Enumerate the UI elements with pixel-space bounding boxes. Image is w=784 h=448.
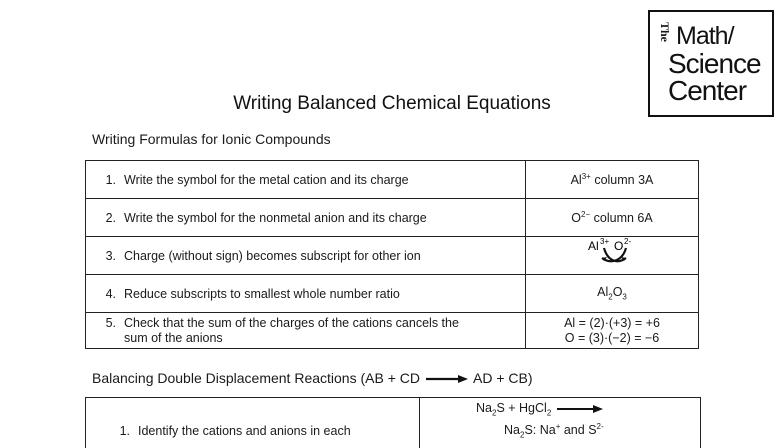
svg-text:O: O xyxy=(614,239,624,253)
example-cell: $Al^{3+}$ column 3A xyxy=(526,161,699,199)
example-text: O = (3)·(−2) = −6 xyxy=(564,330,660,345)
logo-science-text: Science xyxy=(668,48,761,79)
step-row xyxy=(108,424,351,438)
table-row xyxy=(86,275,699,313)
svg-text:Al: Al xyxy=(588,239,599,253)
step-number: 2. xyxy=(105,210,116,225)
step-text: Charge (without sign) becomes subscript for other ion xyxy=(124,248,421,263)
step-text: Reduce subscripts to smallest whole number ratio xyxy=(124,286,400,301)
step-number: 1. xyxy=(119,424,130,438)
table-row xyxy=(86,161,699,199)
page-title: Writing Balanced Chemical Equations xyxy=(233,93,551,114)
step-text: Identify the cations and anions in each xyxy=(138,424,351,438)
reaction-arrow-icon xyxy=(424,374,470,384)
logo-math-text: Math/ xyxy=(676,22,734,50)
step-number: 5. xyxy=(105,315,116,330)
double-displacement-steps-table xyxy=(85,397,701,448)
section-heading-double-displacement: Balancing Double Displacement Reactions (AB + CD AD + CB) xyxy=(92,370,533,386)
crossover-arrows-diagram xyxy=(582,238,642,270)
example-cell: $Na_2S$: Na+ and $S^{2-}$ xyxy=(504,422,604,440)
example-cell: $O^{2-}$ column 6A xyxy=(526,199,699,237)
reaction-arrow-icon xyxy=(555,404,605,414)
example-text: Al = (2)·(+3) = +6 xyxy=(564,315,660,330)
example-text: column 6A xyxy=(593,211,653,226)
ionic-formula-steps-table xyxy=(85,160,699,349)
table-row xyxy=(86,313,699,349)
step-text: Write the symbol for the nonmetal anion and its charge xyxy=(124,210,427,225)
crossover-diagram-cell xyxy=(526,237,699,275)
example-text: column 3A xyxy=(594,173,654,188)
reaction-equation: $Na_2S$ + HgCl$_2$ xyxy=(476,401,605,418)
step-number: 3. xyxy=(105,248,116,263)
svg-text:2-: 2- xyxy=(624,238,632,246)
section-heading-ionic-formulas: Writing Formulas for Ionic Compounds xyxy=(92,131,331,147)
example-cell: $Al_2O_3$ xyxy=(526,275,699,313)
step-text: Check that the sum of the charges of the cations cancels the xyxy=(124,315,459,330)
step-number: 4. xyxy=(105,286,116,301)
table-row xyxy=(86,237,699,275)
step-text: Write the symbol for the metal cation and its charge xyxy=(124,172,409,187)
example-cell xyxy=(526,313,699,349)
table-row xyxy=(86,199,699,237)
svg-text:3+: 3+ xyxy=(600,238,610,246)
logo-the-text: The xyxy=(658,22,672,43)
step-text-continued: sum of the anions xyxy=(124,330,223,345)
step-number: 1. xyxy=(105,172,116,187)
logo-center-text: Center xyxy=(668,75,747,106)
